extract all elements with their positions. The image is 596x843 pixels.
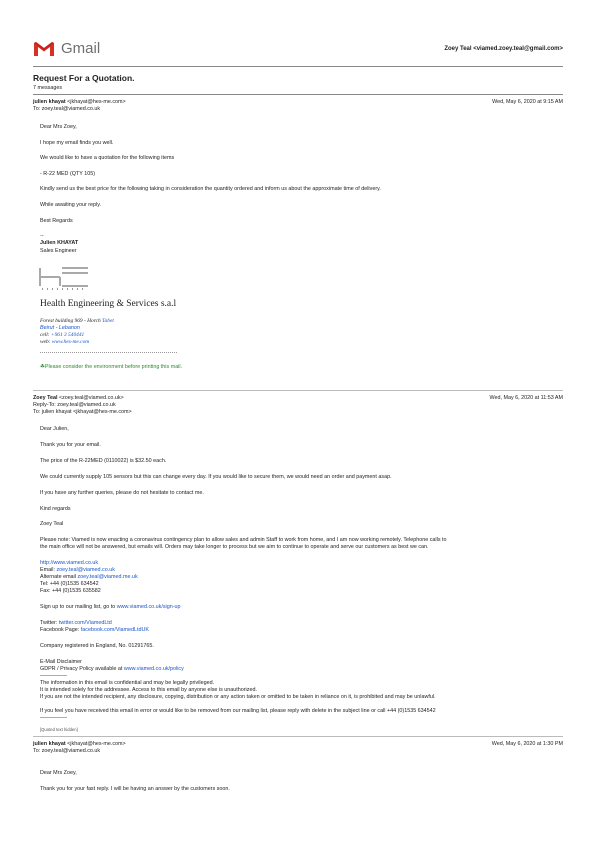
msg1-sig-rule (40, 352, 177, 353)
msg1-date: Wed, May 6, 2020 at 9:15 AM (492, 99, 563, 105)
msg1-web (40, 339, 89, 346)
msg1-cell-link[interactable]: +961 3 540441 (50, 332, 85, 338)
msg3-greeting: Dear Mrs Zoey, (40, 770, 77, 776)
msg1-divider (33, 390, 563, 391)
msg2-twitter (40, 620, 112, 627)
msg1-sig-title: Sales Engineer (40, 248, 77, 254)
msg1-from-name: julien khayat (33, 99, 66, 105)
hes-logo-icon (38, 266, 90, 290)
msg2-notice-line1: Please note: Viamed is now enacting a coronavirus contingency plan to allow sales and admin Staff to work from home, and I am now working remotely. Telephone calls to (40, 537, 447, 543)
msg1-line: Best Regards (40, 218, 73, 224)
msg2-name: Zoey Teal (40, 521, 64, 527)
msg2-notice-line2: the main office will not be answered, but emails will. Orders may take longer to process but we aim to continue to operate and serve our customers as best we can. (40, 544, 429, 550)
msg2-dash: ————— (40, 715, 67, 721)
msg2-from-email: <zoey.teal@viamed.co.uk> (58, 395, 124, 401)
msg2-divider (33, 736, 563, 737)
msg2-conf-line1: The information in this email is confidential and may be legally privileged. (40, 680, 215, 686)
msg2-twitter-label: Twitter: (40, 620, 59, 626)
msg3-from-name: julien khayat (33, 741, 66, 747)
msg1-address-line (40, 318, 114, 325)
msg2-thanks: Thank you for your email. (40, 442, 101, 448)
msg1-city[interactable]: Beirut - Lebanon (40, 325, 80, 331)
msg1-line: Dear Mrs Zoey, (40, 124, 77, 130)
msg2-remove: If you feel you have received this email in error or would like to be removed from our mailing list, please reply with delete in the subject line or call +44 (0)1535 634542 (40, 708, 436, 714)
msg2-to: To: julien khayat <jkhayat@hes-me.com> (33, 409, 132, 415)
msg2-site-link[interactable]: http://www.viamed.co.uk (40, 560, 99, 566)
msg2-signup-link[interactable]: www.viamed.co.uk/sign-up (116, 604, 181, 610)
msg2-facebook-link[interactable]: facebook.com/ViamedLtdUK (80, 627, 149, 633)
msg2-dash: ————— (40, 673, 67, 679)
msg2-reply-to: Reply-To: zoey.teal@viamed.co.uk (33, 402, 116, 408)
quoted-text-toggle[interactable]: [Quoted text hidden] (40, 727, 78, 732)
msg1-from-email: <jkhayat@hes-me.com> (67, 99, 126, 105)
msg2-signup-label: Sign up to our mailing list, go to (40, 604, 117, 610)
msg1-sig-name: Julien KHAYAT (40, 240, 79, 246)
msg1-env-text: Please consider the environment before printing this mail. (44, 364, 183, 370)
msg2-kind: Kind regards (40, 506, 71, 512)
msg1-web-link[interactable]: www.hes-me.com (51, 339, 90, 345)
msg2-gdpr-link[interactable]: www.viamed.co.uk/policy (123, 666, 184, 672)
msg3-body: Thank you for your fast reply. I will be having an answer by the customers soon. (40, 786, 230, 792)
msg2-fax: Fax: +44 (0)1535 635582 (40, 588, 101, 594)
msg2-price: The price of the R-22MED (0110022) is $32.50 each. (40, 458, 167, 464)
msg2-disclaimer-title: E-Mail Disclaimer (40, 659, 82, 665)
msg2-gdpr (40, 666, 184, 673)
msg1-line: Kindly send us the best price for the following taking in consideration the quantity ordered and inform us about the approximate time of delivery. (40, 186, 381, 192)
msg2-queries: If you have any further queries, please do not hesitate to contact me. (40, 490, 204, 496)
msg2-alt-label: Alternate email (40, 574, 78, 580)
msg1-to: To: zoey.teal@viamed.co.uk (33, 106, 101, 112)
msg1-web-label: web: (40, 339, 52, 345)
msg1-company: Health Engineering & Services s.a.l (40, 299, 177, 309)
msg2-signup (40, 604, 181, 611)
msg1-sender[interactable] (33, 99, 126, 106)
msg2-gdpr-label: GDPR / Privacy Policy available at (40, 666, 124, 672)
msg2-email-label: Email: (40, 567, 57, 573)
gmail-logo (33, 40, 123, 60)
message-count: 7 messages (33, 85, 63, 91)
msg2-alt-email (40, 574, 138, 581)
msg2-from-name: Zoey Teal (33, 395, 58, 401)
msg2-facebook-label: Facebook Page: (40, 627, 81, 633)
msg1-sig-dash: -- (40, 233, 44, 239)
msg2-company-reg: Company registered in England, No. 01291765. (40, 643, 154, 649)
msg2-supply: We could currently supply 105 sensors but this can change every day. If you would like to secure them, we would need an order and payment asap. (40, 474, 392, 480)
msg1-line: We would like to have a quotation for the following items (40, 155, 175, 161)
msg3-date: Wed, May 6, 2020 at 1:30 PM (491, 741, 563, 747)
msg1-address-text: Forest building 969 - Horch (40, 318, 103, 324)
msg2-email-link[interactable]: zoey.teal@viamed.co.uk (56, 567, 115, 573)
msg1-line: - R-22 MED (QTY 105) (40, 171, 96, 177)
msg2-facebook (40, 627, 149, 634)
msg3-from-email: <jkhayat@hes-me.com> (67, 741, 126, 747)
msg2-email (40, 567, 115, 574)
msg2-tel: Tel: +44 (0)1535 634542 (40, 581, 99, 587)
account-label: Zoey Teal <viamed.zoey.teal@gmail.com> (444, 46, 563, 52)
msg1-address-link[interactable]: Tabet (102, 318, 114, 324)
leaf-icon: ☘ (40, 364, 45, 370)
msg2-alt-link[interactable]: zoey.teal@viamed.me.uk (77, 574, 138, 580)
subject-divider (33, 94, 563, 95)
msg2-sender[interactable] (33, 395, 124, 402)
gmail-m-icon (33, 41, 55, 57)
msg3-to: To: zoey.teal@viamed.co.uk (33, 748, 101, 754)
gmail-wordmark: Gmail (61, 40, 101, 57)
msg1-cell-label: cell: (40, 332, 51, 338)
msg2-twitter-link[interactable]: twitter.com/ViamedLtd (58, 620, 112, 626)
msg1-line: While awaiting your reply. (40, 202, 102, 208)
msg2-conf-line2: It is intended solely for the addressee. Access to this email by anyone else is unauthorized. (40, 687, 257, 693)
msg3-sender[interactable] (33, 741, 126, 748)
msg2-greeting: Dear Julien, (40, 426, 69, 432)
msg1-env-note (40, 364, 182, 371)
msg1-cell (40, 332, 84, 339)
msg2-date: Wed, May 6, 2020 at 11:53 AM (489, 395, 563, 401)
header-divider (33, 66, 563, 67)
thread-subject: Request For a Quotation. (33, 73, 135, 83)
msg1-line: I hope my email finds you well. (40, 140, 114, 146)
msg2-conf-line3: If you are not the intended recipient, any disclosure, copying, distribution or any action taken or omitted to be taken in reliance on it, is prohibited and may be unlawful. (40, 694, 436, 700)
